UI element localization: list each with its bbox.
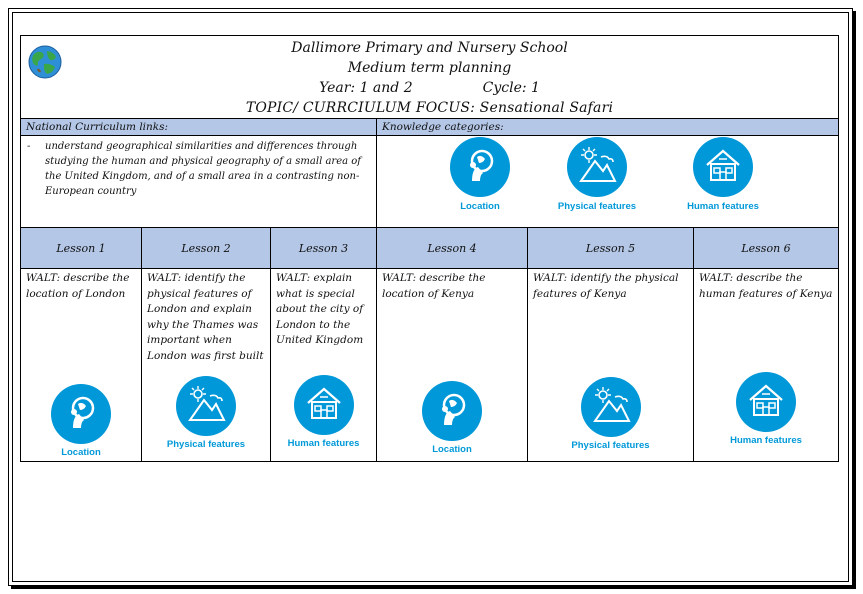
- knowledge-categories: [377, 136, 839, 228]
- plan-type: Medium term planning: [347, 60, 512, 76]
- title-block: [21, 36, 839, 119]
- human-features-icon: [693, 137, 753, 197]
- category-label: Location: [460, 201, 500, 212]
- lesson-icon-label: Human features: [287, 438, 360, 449]
- lesson-5-cell: [528, 269, 694, 462]
- lesson-1-walt: WALT: describe the location of London: [26, 272, 130, 300]
- topic-title: TOPIC/ CURRCIULUM FOCUS: Sensational Safari: [245, 100, 614, 116]
- lesson-2-heading: Lesson 2: [142, 228, 271, 269]
- lesson-icon-label: Location: [61, 447, 101, 458]
- lesson-4-cell: [377, 269, 528, 462]
- lesson-5-heading: Lesson 5: [528, 228, 694, 269]
- lesson-3-heading: Lesson 3: [271, 228, 377, 269]
- location-icon: [51, 384, 111, 444]
- lesson-3-walt: WALT: explain what is special about the city of London to the United Kingdom: [276, 272, 364, 346]
- lesson-3-cell: [271, 269, 377, 462]
- lesson-4-walt: WALT: describe the location of Kenya: [382, 272, 486, 300]
- cycle-label: Cycle: 1: [482, 80, 540, 96]
- lesson-1-heading: Lesson 1: [21, 228, 142, 269]
- category-location: [440, 137, 520, 212]
- physical-features-icon: [567, 137, 627, 197]
- curriculum-text: understand geographical similarities and differences through studying the human and physical geography of a small area of the United Kingdom, and of a small area in a contrasting non-European country: [45, 141, 361, 197]
- lesson-1-icon-block: [21, 384, 141, 459]
- lesson-2-walt: WALT: identify the physical features of London and explain why the Thames was important when London was first built: [147, 272, 264, 362]
- human-features-icon: [736, 372, 796, 432]
- lesson-5-icon-block: [528, 377, 693, 452]
- category-label: Human features: [687, 201, 759, 212]
- physical-features-icon: [176, 376, 236, 436]
- location-icon: [450, 137, 510, 197]
- year-cycle-row: [21, 78, 838, 98]
- lesson-2-icon-block: [142, 376, 270, 451]
- globe-logo-icon: [28, 45, 62, 79]
- lesson-6-walt: WALT: describe the human features of Kenya: [699, 272, 833, 300]
- lesson-icon-label: Location: [432, 444, 472, 455]
- planning-table: [20, 35, 839, 462]
- lesson-icon-label: Human features: [730, 435, 802, 446]
- category-label: Physical features: [557, 201, 637, 212]
- lesson-1-cell: [21, 269, 142, 462]
- year-label: Year: 1 and 2: [319, 80, 413, 96]
- lesson-2-cell: [142, 269, 271, 462]
- lesson-icon-label: Physical features: [571, 440, 650, 451]
- lesson-6-icon-block: [694, 372, 838, 447]
- curriculum-heading: National Curriculum links:: [21, 119, 377, 136]
- lesson-4-icon-block: [377, 381, 527, 456]
- lesson-6-cell: [694, 269, 839, 462]
- knowledge-heading: Knowledge categories:: [377, 119, 839, 136]
- category-human: [683, 137, 763, 212]
- curriculum-links: [21, 136, 377, 228]
- physical-features-icon: [581, 377, 641, 437]
- bullet-dash: -: [27, 141, 31, 152]
- lesson-4-heading: Lesson 4: [377, 228, 528, 269]
- lesson-6-heading: Lesson 6: [694, 228, 839, 269]
- lesson-5-walt: WALT: identify the physical features of Kenya: [533, 272, 679, 300]
- location-icon: [422, 381, 482, 441]
- lesson-icon-label: Physical features: [166, 439, 246, 450]
- category-physical: [557, 137, 637, 212]
- human-features-icon: [294, 375, 354, 435]
- school-name: Dallimore Primary and Nursery School: [291, 40, 568, 56]
- lesson-3-icon-block: [271, 375, 376, 450]
